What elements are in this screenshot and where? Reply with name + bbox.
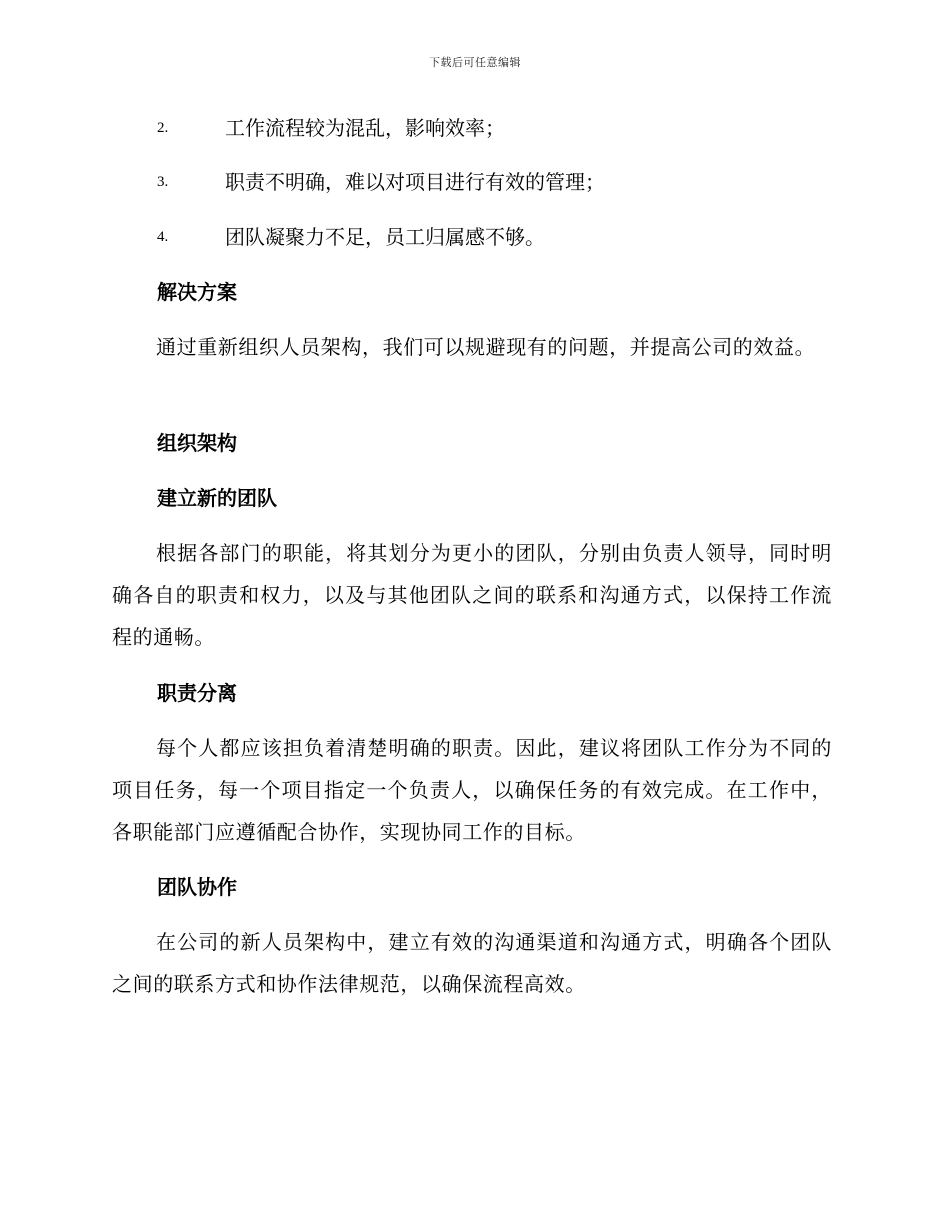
section-heading-collaboration: 团队协作 [157,875,237,899]
list-item [157,168,605,196]
list-item-number: 4. [157,229,169,245]
collaboration-paragraph: 在公司的新人员架构中，建立有效的沟通渠道和沟通方式，明确各个团队之间的联系方式和协作法律规范，以确保流程高效。 [112,930,832,996]
list-item-text: 团队凝聚力不足，员工归属感不够。 [225,225,545,249]
section-heading-separation: 职责分离 [157,681,237,705]
page-header-note: 下载后可任意编辑 [429,56,521,69]
list-item [157,223,545,251]
list-item-text: 职责不明确，难以对项目进行有效的管理； [225,170,605,194]
section-heading-solution: 解决方案 [157,280,237,304]
list-item [157,114,505,142]
list-item-number: 3. [157,174,169,190]
list-item-number: 2. [157,120,169,136]
new-team-paragraph: 根据各部门的职能，将其划分为更小的团队，分别由负责人领导，同时明确各自的职责和权力，以及与其他团队之间的联系和沟通方式，以保持工作流程的通畅。 [112,541,832,649]
section-heading-org: 组织架构 [157,431,237,455]
separation-paragraph: 每个人都应该担负着清楚明确的职责。因此，建议将团队工作分为不同的项目任务，每一个项目指定一个负责人，以确保任务的有效完成。在工作中，各职能部门应遵循配合协作，实现协同工作的目标。 [112,736,832,844]
solution-paragraph: 通过重新组织人员架构，我们可以规避现有的问题，并提高公司的效益。 [156,335,816,359]
section-heading-new-team: 建立新的团队 [157,486,277,510]
list-item-text: 工作流程较为混乱，影响效率； [225,116,505,140]
